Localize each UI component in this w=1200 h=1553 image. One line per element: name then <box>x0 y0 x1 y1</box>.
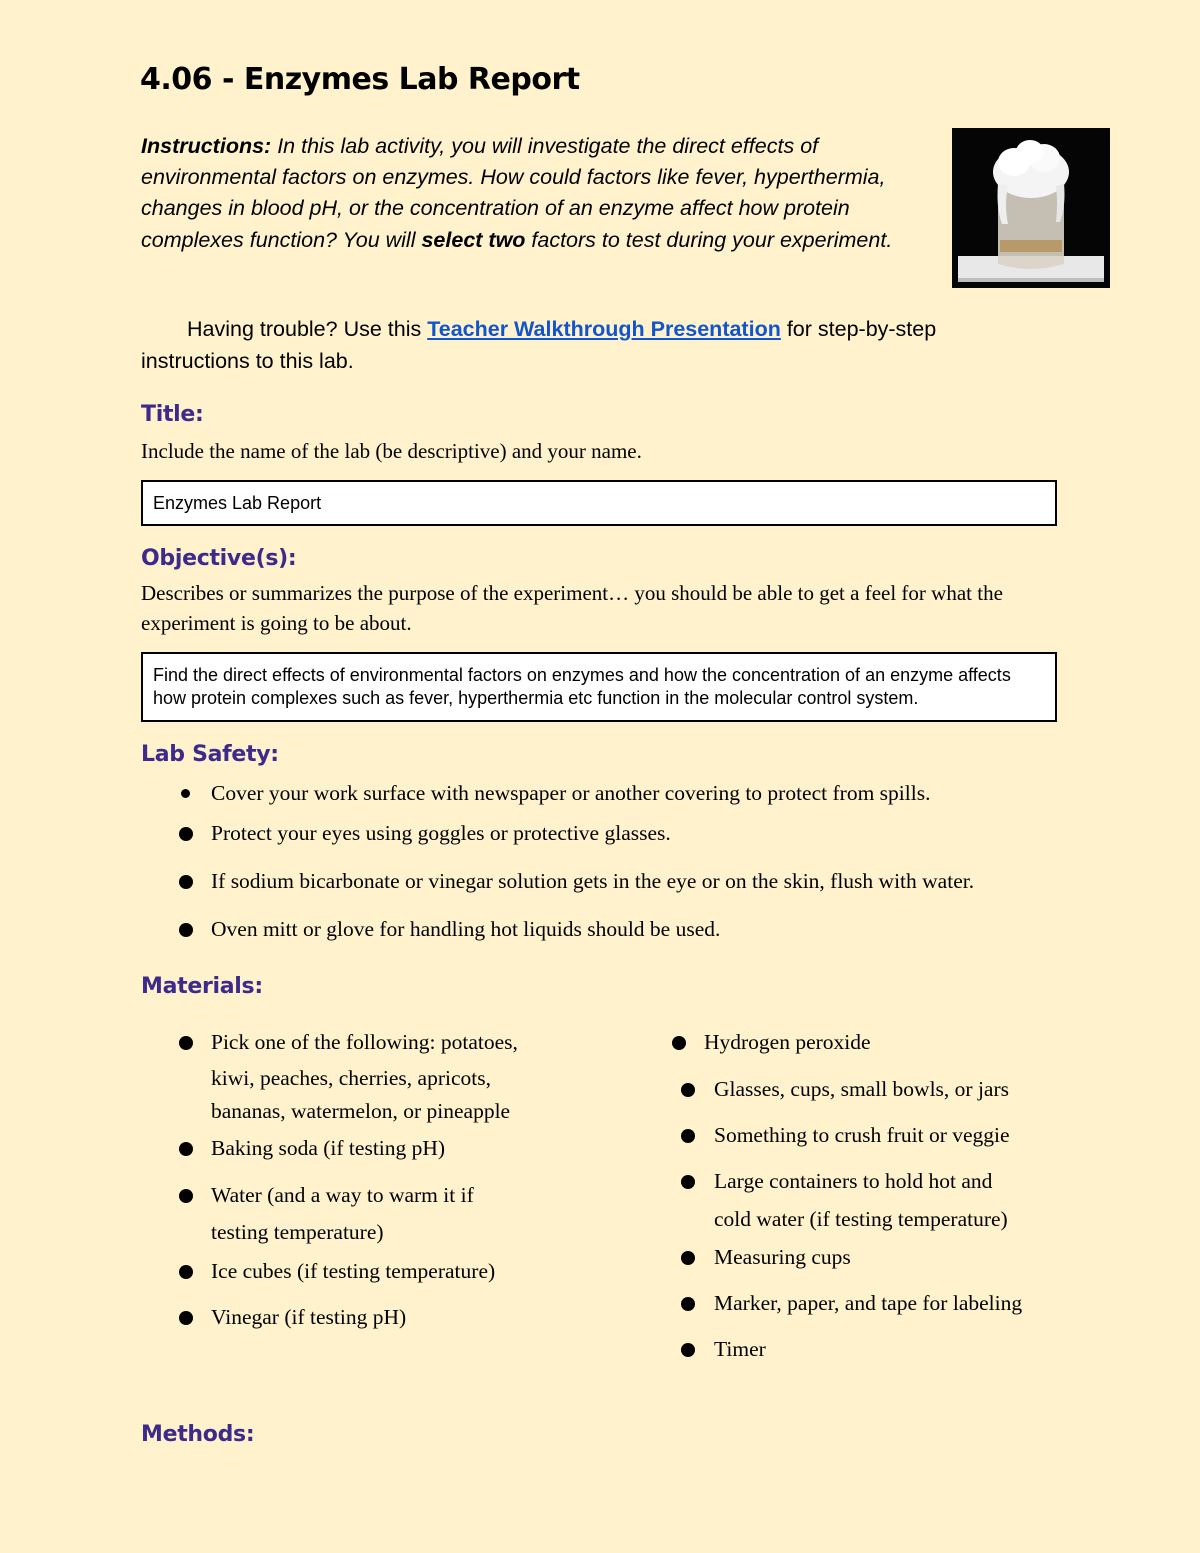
page-title: 4.06 - Enzymes Lab Report <box>140 62 580 97</box>
objectives-heading: Objective(s): <box>141 546 297 571</box>
materials-heading: Materials: <box>141 974 263 999</box>
list-item: Protect your eyes using goggles or protective glasses. <box>141 816 671 850</box>
list-item: Oven mitt or glove for handling hot liquids should be used. <box>141 912 720 946</box>
list-item: Hydrogen peroxide <box>634 1025 871 1059</box>
objectives-description: Describes or summarizes the purpose of the experiment… you should be able to get a feel for what the experiment is going to be about. <box>141 581 1003 635</box>
list-item: Measuring cups <box>634 1240 851 1274</box>
instructions-paragraph <box>141 131 921 256</box>
lab-safety-heading: Lab Safety: <box>141 742 279 767</box>
list-item: Pick one of the following: potatoes, <box>141 1025 518 1059</box>
title-answer-field[interactable]: Enzymes Lab Report <box>141 480 1057 526</box>
list-item-continued: kiwi, peaches, cherries, apricots, <box>211 1066 491 1090</box>
list-item: Glasses, cups, small bowls, or jars <box>634 1072 1009 1106</box>
title-heading: Title: <box>141 402 204 427</box>
list-item: Vinegar (if testing pH) <box>141 1300 406 1334</box>
title-description: Include the name of the lab (be descriptive) and your name. <box>141 439 642 463</box>
list-item: Something to crush fruit or veggie <box>634 1118 1010 1152</box>
list-item: Cover your work surface with newspaper or another covering to protect from spills. <box>141 776 930 810</box>
list-item: Ice cubes (if testing temperature) <box>141 1254 495 1288</box>
list-item: Timer <box>634 1332 766 1366</box>
help-paragraph <box>141 313 1041 377</box>
instructions-text-2: factors to test during your experiment. <box>531 227 893 252</box>
help-prefix: Having trouble? Use this <box>187 317 422 341</box>
list-item: Water (and a way to warm it if <box>141 1178 474 1212</box>
list-item-continued: testing temperature) <box>211 1220 384 1244</box>
list-item-continued: bananas, watermelon, or pineapple <box>211 1099 511 1123</box>
list-item: Marker, paper, and tape for labeling <box>634 1286 1022 1320</box>
instructions-emphasis: select two <box>421 227 526 252</box>
instructions-label: Instructions: <box>141 134 272 158</box>
teacher-walkthrough-link[interactable]: Teacher Walkthrough Presentation <box>427 317 781 341</box>
list-item: Baking soda (if testing pH) <box>141 1131 445 1165</box>
list-item: If sodium bicarbonate or vinegar solution gets in the eye or on the skin, flush with water. <box>141 864 974 898</box>
objectives-answer-field[interactable]: Find the direct effects of environmental factors on enzymes and how the concentration of an enzyme affects how protein complexes such as fever, hyperthermia etc function in the molecular control system. <box>141 652 1057 722</box>
help-suffix: for step-by-step instructions to this lab. <box>141 317 937 373</box>
list-item-continued: cold water (if testing temperature) <box>714 1207 1008 1231</box>
instructions-text-1: In this lab activity, you will investigate the direct effects of environmental factors on enzymes. How could factors like fever, hyperthermia, changes in blood pH, or the concentration of an enzyme affect how protein complexes function? You will <box>141 134 886 252</box>
methods-heading: Methods: <box>141 1422 255 1447</box>
list-item: Large containers to hold hot and <box>634 1164 992 1198</box>
foaming-beaker-photo <box>952 128 1110 288</box>
